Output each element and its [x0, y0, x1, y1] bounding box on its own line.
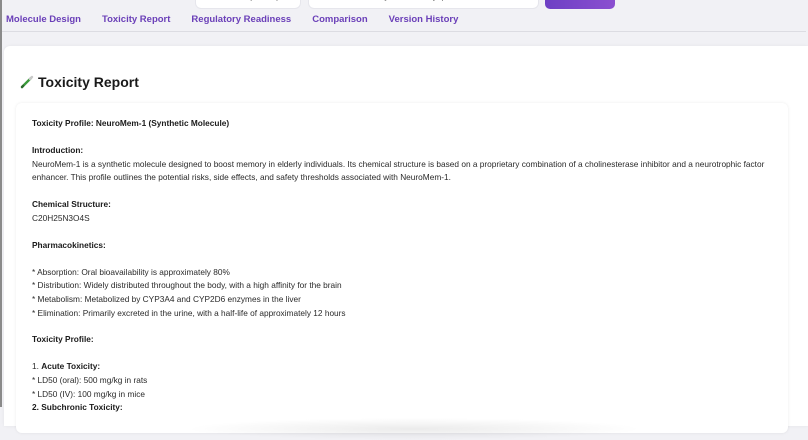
tab-molecule-design[interactable]: Molecule Design	[6, 14, 81, 25]
profile-title: Toxicity Profile: NeuroMem-1 (Synthetic Molecule)	[32, 118, 230, 128]
subchronic-heading: 2. Subchronic Toxicity:	[32, 402, 123, 413]
tab-divider	[2, 31, 806, 32]
chem-heading: Chemical Structure:	[32, 199, 111, 210]
acute-item: * LD50 (IV): 100 mg/kg in mice	[32, 388, 145, 399]
acute-heading: Acute Toxicity:	[41, 361, 101, 372]
intro-heading: Introduction:	[32, 144, 84, 155]
tab-regulatory-readiness[interactable]: Regulatory Readiness	[191, 14, 292, 25]
section-title: Toxicity Report	[38, 74, 139, 90]
tab-comparison[interactable]: Comparison	[312, 14, 368, 25]
tab-version-history[interactable]: Version History	[388, 14, 459, 25]
report-content	[16, 103, 788, 433]
section-header	[20, 74, 139, 90]
acute-number: 1.	[32, 361, 42, 372]
pk-item: * Metabolism: Metabolized by CYP3A4 and CYP2D6 enzymes in the liver	[32, 293, 301, 304]
pk-heading: Pharmacokinetics:	[32, 239, 106, 250]
pk-item: * Distribution: Widely distributed throughout the body, with a high affinity for the brain	[32, 280, 342, 291]
intro-text: NeuroMem-1 is a synthetic molecule designed to boost memory in elderly individuals. Its chemical structure is based on a proprietary combination of a cholinesterase inhibitor and a neurotrophic factor enhancer. This profile outlines the potential risks, side effects, and safety thresholds associated with NeuroMem-1.	[32, 158, 765, 183]
model-select[interactable]	[196, 0, 300, 8]
tab-toxicity-report[interactable]: Toxicity Report	[101, 14, 171, 25]
acute-item: * LD50 (oral): 500 mg/kg in rats	[32, 375, 148, 386]
toxicity-report-panel	[4, 46, 808, 426]
pk-item: * Absorption: Oral bioavailability is approximately 80%	[32, 266, 230, 277]
generate-button[interactable]	[545, 0, 615, 9]
top-controls	[2, 0, 806, 10]
tox-heading: Toxicity Profile:	[32, 334, 94, 345]
floating-shadow	[184, 418, 644, 440]
pencil-icon	[20, 75, 34, 89]
tab-nav	[6, 13, 479, 31]
chem-formula: C20H25N3O4S	[32, 212, 90, 223]
pk-item: * Elimination: Primarily excreted in the urine, with a half-life of approximately 12 hours	[32, 307, 346, 318]
acute-line	[32, 360, 772, 374]
prompt-input[interactable]	[309, 0, 538, 8]
